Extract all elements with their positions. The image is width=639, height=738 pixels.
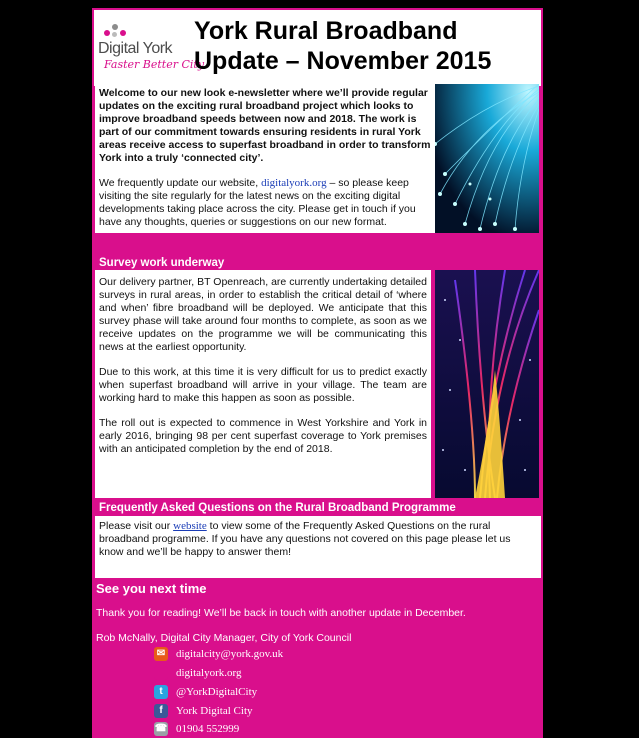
faq-section — [95, 516, 541, 578]
faq-paragraph: Please visit our website to view some of the Frequently Asked Questions on the rural broadband programme. If you have any questions not covered on this page please let us know and we’ll be happy to answer them! — [99, 520, 511, 558]
contact-website[interactable]: digitalyork.org — [154, 665, 241, 681]
intro-paragraph: We frequently update our website, digitalyork.org – so please keep visiting the site regularly for the latest news on the exciting digital developments taking place across the city. Please get in touch if you have any thoughts, queries or suggestions on our new format. — [99, 177, 416, 228]
digital-york-logo — [98, 36, 205, 84]
footer-thanks: Thank you for reading! We’ll be back in touch with another update in December. — [96, 607, 466, 619]
email-icon: ✉ — [154, 647, 168, 661]
logo-tagline: Faster Better City — [104, 58, 205, 71]
footer-heading: See you next time — [96, 581, 207, 596]
intro-bold-text: Welcome to our new look e-newsletter where we’ll provide regular updates on the exciting rural broadband project which looks to improve broadband speeds between now and 2018. The work is part of our commitment towards ensuring residents in rural York areas receive access to superfast broadband in order to transform York into a truly ‘connected city’. — [99, 87, 431, 164]
logo-name: Digital York — [98, 40, 173, 57]
survey-section — [95, 270, 431, 498]
twitter-icon: t — [154, 685, 168, 699]
phone-icon: ☎ — [154, 723, 168, 734]
faq-website-link[interactable]: website — [173, 520, 207, 532]
survey-heading-banner: Survey work underway — [95, 254, 542, 272]
survey-paragraph-1: Our delivery partner, BT Openreach, are currently undertaking detailed surveys in rural areas, in order to establish the critical detail of ‘where and when’ fibre broadband will be deployed. We anticipate that this survey phase will take around four months to complete, as soon as we receive updates on the programme we will be communicating this news at the earliest opportunity. — [99, 276, 427, 353]
fibre-optic-image — [435, 84, 539, 233]
footer-signoff: Rob McNally, Digital City Manager, City of York Council — [96, 632, 352, 644]
logo-dots-icon — [104, 22, 134, 38]
light-streaks-image — [435, 270, 539, 498]
facebook-icon: f — [154, 704, 168, 718]
header — [92, 8, 543, 88]
intro-section — [95, 84, 435, 233]
contact-phone[interactable]: ☎ 01904 552999 — [154, 723, 240, 735]
contact-twitter[interactable]: t @YorkDigitalCity — [154, 684, 257, 700]
page-title: York Rural Broadband Update – November 2015 — [194, 17, 492, 75]
faq-heading-banner: Frequently Asked Questions on the Rural Broadband Programme — [95, 499, 541, 517]
contact-facebook[interactable]: f York Digital City — [154, 703, 253, 719]
web-icon — [154, 666, 168, 680]
digitalyork-link[interactable]: digitalyork.org — [261, 177, 327, 189]
survey-paragraph-3: The roll out is expected to commence in West Yorkshire and York in early 2016, bringing 98 per cent superfast coverage to York premises with an anticipated completion by the end of 2018. — [99, 417, 427, 455]
contact-email[interactable]: ✉ digitalcity@york.gov.uk — [154, 646, 283, 662]
newsletter-page — [92, 8, 543, 738]
survey-paragraph-2: Due to this work, at this time it is very difficult for us to predict exactly when superfast broadband will arrive in your village. The team are working hard to make this happen as soon as possible. — [99, 366, 427, 404]
